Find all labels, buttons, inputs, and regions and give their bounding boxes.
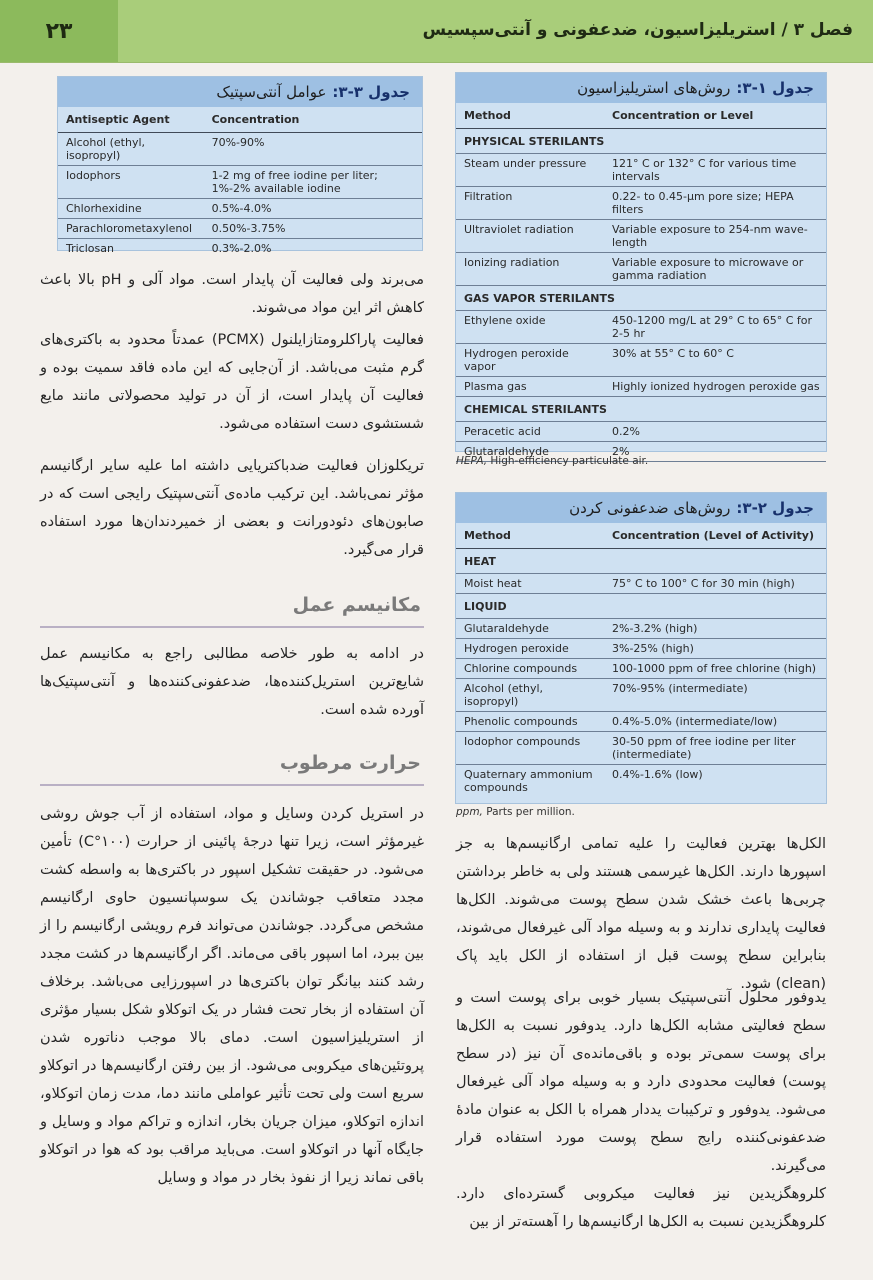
footnote-abbreviation: ppm, <box>456 806 483 818</box>
table-cell: 70%-95% (intermediate) <box>604 679 826 712</box>
table-row <box>456 422 826 442</box>
table-title: روش‌های استریلیزاسیون <box>577 79 731 97</box>
table-caption <box>456 73 826 103</box>
section-title: HEAT <box>456 549 826 574</box>
body-paragraph: در ادامه به طور خلاصه مطالبی راجع به مکانیسم عمل شایع‌ترین استریل‌کننده‌ها، ضدعفونی‌کننده‌ها و آنتی‌سپتیک‌ها آورده شده است. <box>40 646 424 718</box>
table-footnote <box>456 455 648 467</box>
table-row <box>456 187 826 220</box>
table-cell: Hydrogen peroxide <box>456 639 604 659</box>
table-cell: Peracetic acid <box>456 422 604 442</box>
data-table <box>456 103 826 462</box>
data-table <box>456 523 826 797</box>
table-cell: 3%-25% (high) <box>604 639 826 659</box>
body-paragraph: تریکلوزان فعالیت ضدباکتریایی داشته اما علیه سایر ارگانیسم مؤثر نمی‌باشد. این ترکیب ماده‌ی آنتی‌سپتیک رایجی است که در صابون‌های دئودورانت و بعضی از خمیردندان‌ها مورد استفاده قرار می‌گیرد. <box>40 458 424 558</box>
table-row <box>456 253 826 286</box>
table-cell: Plasma gas <box>456 377 604 397</box>
table-cell: Filtration <box>456 187 604 220</box>
table-cell: Alcohol (ethyl, isopropyl) <box>456 679 604 712</box>
table-caption <box>58 77 422 107</box>
section-heading: حرارت مرطوب <box>279 752 421 774</box>
table-row <box>456 311 826 344</box>
table-cell: Ethylene oxide <box>456 311 604 344</box>
section-row <box>456 397 826 422</box>
table-cell: 121° C or 132° C for various time intervals <box>604 154 826 187</box>
section-heading: مکانیسم عمل <box>292 594 421 616</box>
table-cell: 0.22- to 0.45-µm pore size; HEPA filters <box>604 187 826 220</box>
table-cell: Triclosan <box>66 242 114 255</box>
table-row <box>456 619 826 639</box>
table-cell: 100-1000 ppm of free chlorine (high) <box>604 659 826 679</box>
table-disinfection-methods <box>455 492 827 804</box>
page-header <box>0 0 873 63</box>
table-row <box>58 166 422 199</box>
table-row <box>58 199 422 219</box>
column-header: Concentration <box>204 107 422 133</box>
section-title: GAS VAPOR STERILANTS <box>456 286 826 311</box>
footnote-abbreviation: HEPA, <box>456 455 488 467</box>
section-row <box>456 549 826 574</box>
section-title: PHYSICAL STERILANTS <box>456 129 826 154</box>
table-cell: 0.50%-3.75% <box>204 219 422 239</box>
table-cell: Ionizing radiation <box>456 253 604 286</box>
column-header: Concentration (Level of Activity) <box>604 523 826 549</box>
table-cell: 0.3%-2.0% <box>211 242 272 255</box>
body-paragraph: می‌برند ولی فعالیت آن پایدار است. مواد آلی و pH بالا باعث کاهش اثر این مواد می‌شوند. <box>40 272 424 316</box>
column-header: Concentration or Level <box>604 103 826 129</box>
data-table <box>58 107 422 258</box>
table-cell: 450-1200 mg/L at 29° C to 65° C for 2-5 hr <box>604 311 826 344</box>
table-cell: Moist heat <box>456 574 604 594</box>
table-cell: Variable exposure to 254-nm wave-length <box>604 220 826 253</box>
table-number: جدول ۲-۳: <box>736 499 814 517</box>
table-cell: Glutaraldehyde <box>456 619 604 639</box>
table-cell: 0.4%-1.6% (low) <box>612 768 703 781</box>
table-cell: 1-2 mg of free iodine per liter; 1%-2% available iodine <box>204 166 422 199</box>
column-header: Method <box>456 523 604 549</box>
table-cell: Variable exposure to microwave or gamma radiation <box>604 253 826 286</box>
section-title: CHEMICAL STERILANTS <box>456 397 826 422</box>
table-row <box>456 765 826 798</box>
table-cell: Parachlorometaxylenol <box>58 219 204 239</box>
heading-divider <box>40 784 424 786</box>
body-paragraph: الکل‌ها بهترین فعالیت را علیه تمامی ارگانیسم‌ها به جز اسپورها دارند. الکل‌ها غیرسمی هستند ولی به خاطر برداشتن چربی‌ها باعث خشک شدن سطح پوست می‌شوند. الکل‌ها فعالیت پایداری ندارند و به وسیله مواد آلی غیرفعال می‌شوند، بنابراین سطح پوست قبل از استفاده از الکل باید پاک (clean) شود. <box>456 836 826 992</box>
body-paragraph: در استریل کردن وسایل و مواد، استفاده از آب جوش روشی غیرمؤثر است، زیرا تنها درجهٔ پائینی از حرارت (۱۰۰°C) تأمین می‌شود. در حقیقت تشکیل اسپور در باکتری‌ها به واسطه کشت مجدد متعاقب جوشاندن یک سوسپانسیون حاوی ارگانیسم مشخص می‌گردد. جوشاندن می‌تواند فرم رویشی ارگانیسم را از بین ببرد، اما اسپور باقی می‌ماند. اگر ارگانیسم‌ها در کشت مجدد رشد کنند بیانگر توان باکتری‌ها در اسپورزایی می‌باشد. برخلاف آن استفاده از بخار تحت فشار در یک اتوکلاو شکل بسیار مؤثری از استریلیزاسیون است. دمای بالا موجب دناتوره شدن پروتئین‌های میکروبی می‌شود. از بین رفتن ارگانیسم‌ها در اتوکلاو سریع است ولی تحت تأثیر عواملی مانند دما، مدت زمان اتوکلاو، اندازه اتوکلاو، میزان جریان بخار، اندازه و تراکم مواد و وسایل و جایگاه آنها در اتوکلاو است. می‌باید مراقب بود که هوا در اتوکلاو باقی نماند زیرا از نفوذ بخار در مواد و وسایل <box>40 806 425 1186</box>
table-row <box>456 574 826 594</box>
section-row <box>456 129 826 154</box>
table-row <box>456 732 826 765</box>
table-caption <box>456 493 826 523</box>
table-footnote <box>456 806 575 818</box>
heading-divider <box>40 626 424 628</box>
section-row <box>456 286 826 311</box>
table-cell: 2% <box>604 442 826 462</box>
table-cell: Chlorhexidine <box>58 199 204 219</box>
table-row <box>58 239 422 259</box>
table-row <box>58 133 422 166</box>
table-cell: Steam under pressure <box>456 154 604 187</box>
table-cell: Hydrogen peroxide vapor <box>456 344 604 377</box>
body-paragraph: یدوفور محلول آنتی‌سپتیک بسیار خوبی برای پوست است و سطح فعالیتی مشابه الکل‌ها دارد. یدوفور نسبت به الکل‌ها برای پوست سمی‌تر بوده و باقی‌مانده‌ی آن نیز (در سطح پوست) فعالیت محدودی دارد و به وسیله مواد آلی غیرفعال می‌شود. یدوفور و ترکیبات یددار همراه با الکل به عنوان مادهٔ ضدعفونی‌کننده رایج سطح پوست مورد استفاده قرار می‌گیرند. <box>456 990 826 1174</box>
table-row <box>456 712 826 732</box>
table-row <box>456 639 826 659</box>
table-cell: 75° C to 100° C for 30 min (high) <box>604 574 826 594</box>
table-cell: 2%-3.2% (high) <box>604 619 826 639</box>
footnote-text: Parts per million. <box>482 806 575 818</box>
body-paragraph: کلروهگزیدین نیز فعالیت میکروبی گسترده‌ای دارد. کلروهگزیدین نسبت به الکل‌ها ارگانیسم‌ها را آهسته‌تر از بین <box>456 1186 826 1230</box>
table-cell: 0.5%-4.0% <box>204 199 422 219</box>
chapter-title: فصل ۳ / استریلیزاسیون، ضدعفونی و آنتی‌سپسیس <box>422 20 853 40</box>
table-cell: Highly ionized hydrogen peroxide gas <box>604 377 826 397</box>
body-paragraph: فعالیت پاراکلرومتازایلنول (PCMX) عمدتاً محدود به باکتری‌های گرم مثبت می‌باشد. از آن‌جایی که این ماده فاقد سمیت بوده و فعالیت آن پایدار است، از آن در تولید محصولاتی مانند مایع شستشوی دست استفاده می‌شود. <box>40 332 424 432</box>
table-cell: 0.2% <box>604 422 826 442</box>
table-cell: Glutaraldehyde <box>456 442 604 462</box>
table-cell: Ultraviolet radiation <box>456 220 604 253</box>
table-title: روش‌های ضدعفونی کردن <box>569 499 731 517</box>
table-cell: 30% at 55° C to 60° C <box>604 344 826 377</box>
table-title: عوامل آنتی‌سپتیک <box>216 83 327 101</box>
table-cell: Chlorine compounds <box>456 659 604 679</box>
section-row <box>456 594 826 619</box>
table-cell: 30-50 ppm of free iodine per liter (intermediate) <box>604 732 826 765</box>
table-antiseptic-agents <box>57 76 423 255</box>
table-cell: Quaternary ammonium compounds <box>464 768 593 794</box>
table-row <box>58 219 422 239</box>
table-sterilization-methods <box>455 72 827 458</box>
table-cell: Phenolic compounds <box>456 712 604 732</box>
table-row <box>456 679 826 712</box>
column-header: Antiseptic Agent <box>58 107 204 133</box>
table-row <box>456 377 826 397</box>
section-title: LIQUID <box>456 594 826 619</box>
table-cell: 70%-90% <box>204 133 422 166</box>
table-row <box>456 659 826 679</box>
table-row <box>456 220 826 253</box>
column-header: Method <box>456 103 604 129</box>
page-number: ۲۳ <box>0 0 118 62</box>
footnote-text: High-efficiency particulate air. <box>487 455 649 467</box>
table-cell: 0.4%-5.0% (intermediate/low) <box>604 712 826 732</box>
table-row <box>456 344 826 377</box>
table-row <box>456 154 826 187</box>
table-number: جدول ۳-۳: <box>332 83 410 101</box>
table-cell: Iodophor compounds <box>456 732 604 765</box>
table-cell: Iodophors <box>58 166 204 199</box>
table-number: جدول ۱-۳: <box>736 79 814 97</box>
table-cell: Alcohol (ethyl, isopropyl) <box>58 133 204 166</box>
